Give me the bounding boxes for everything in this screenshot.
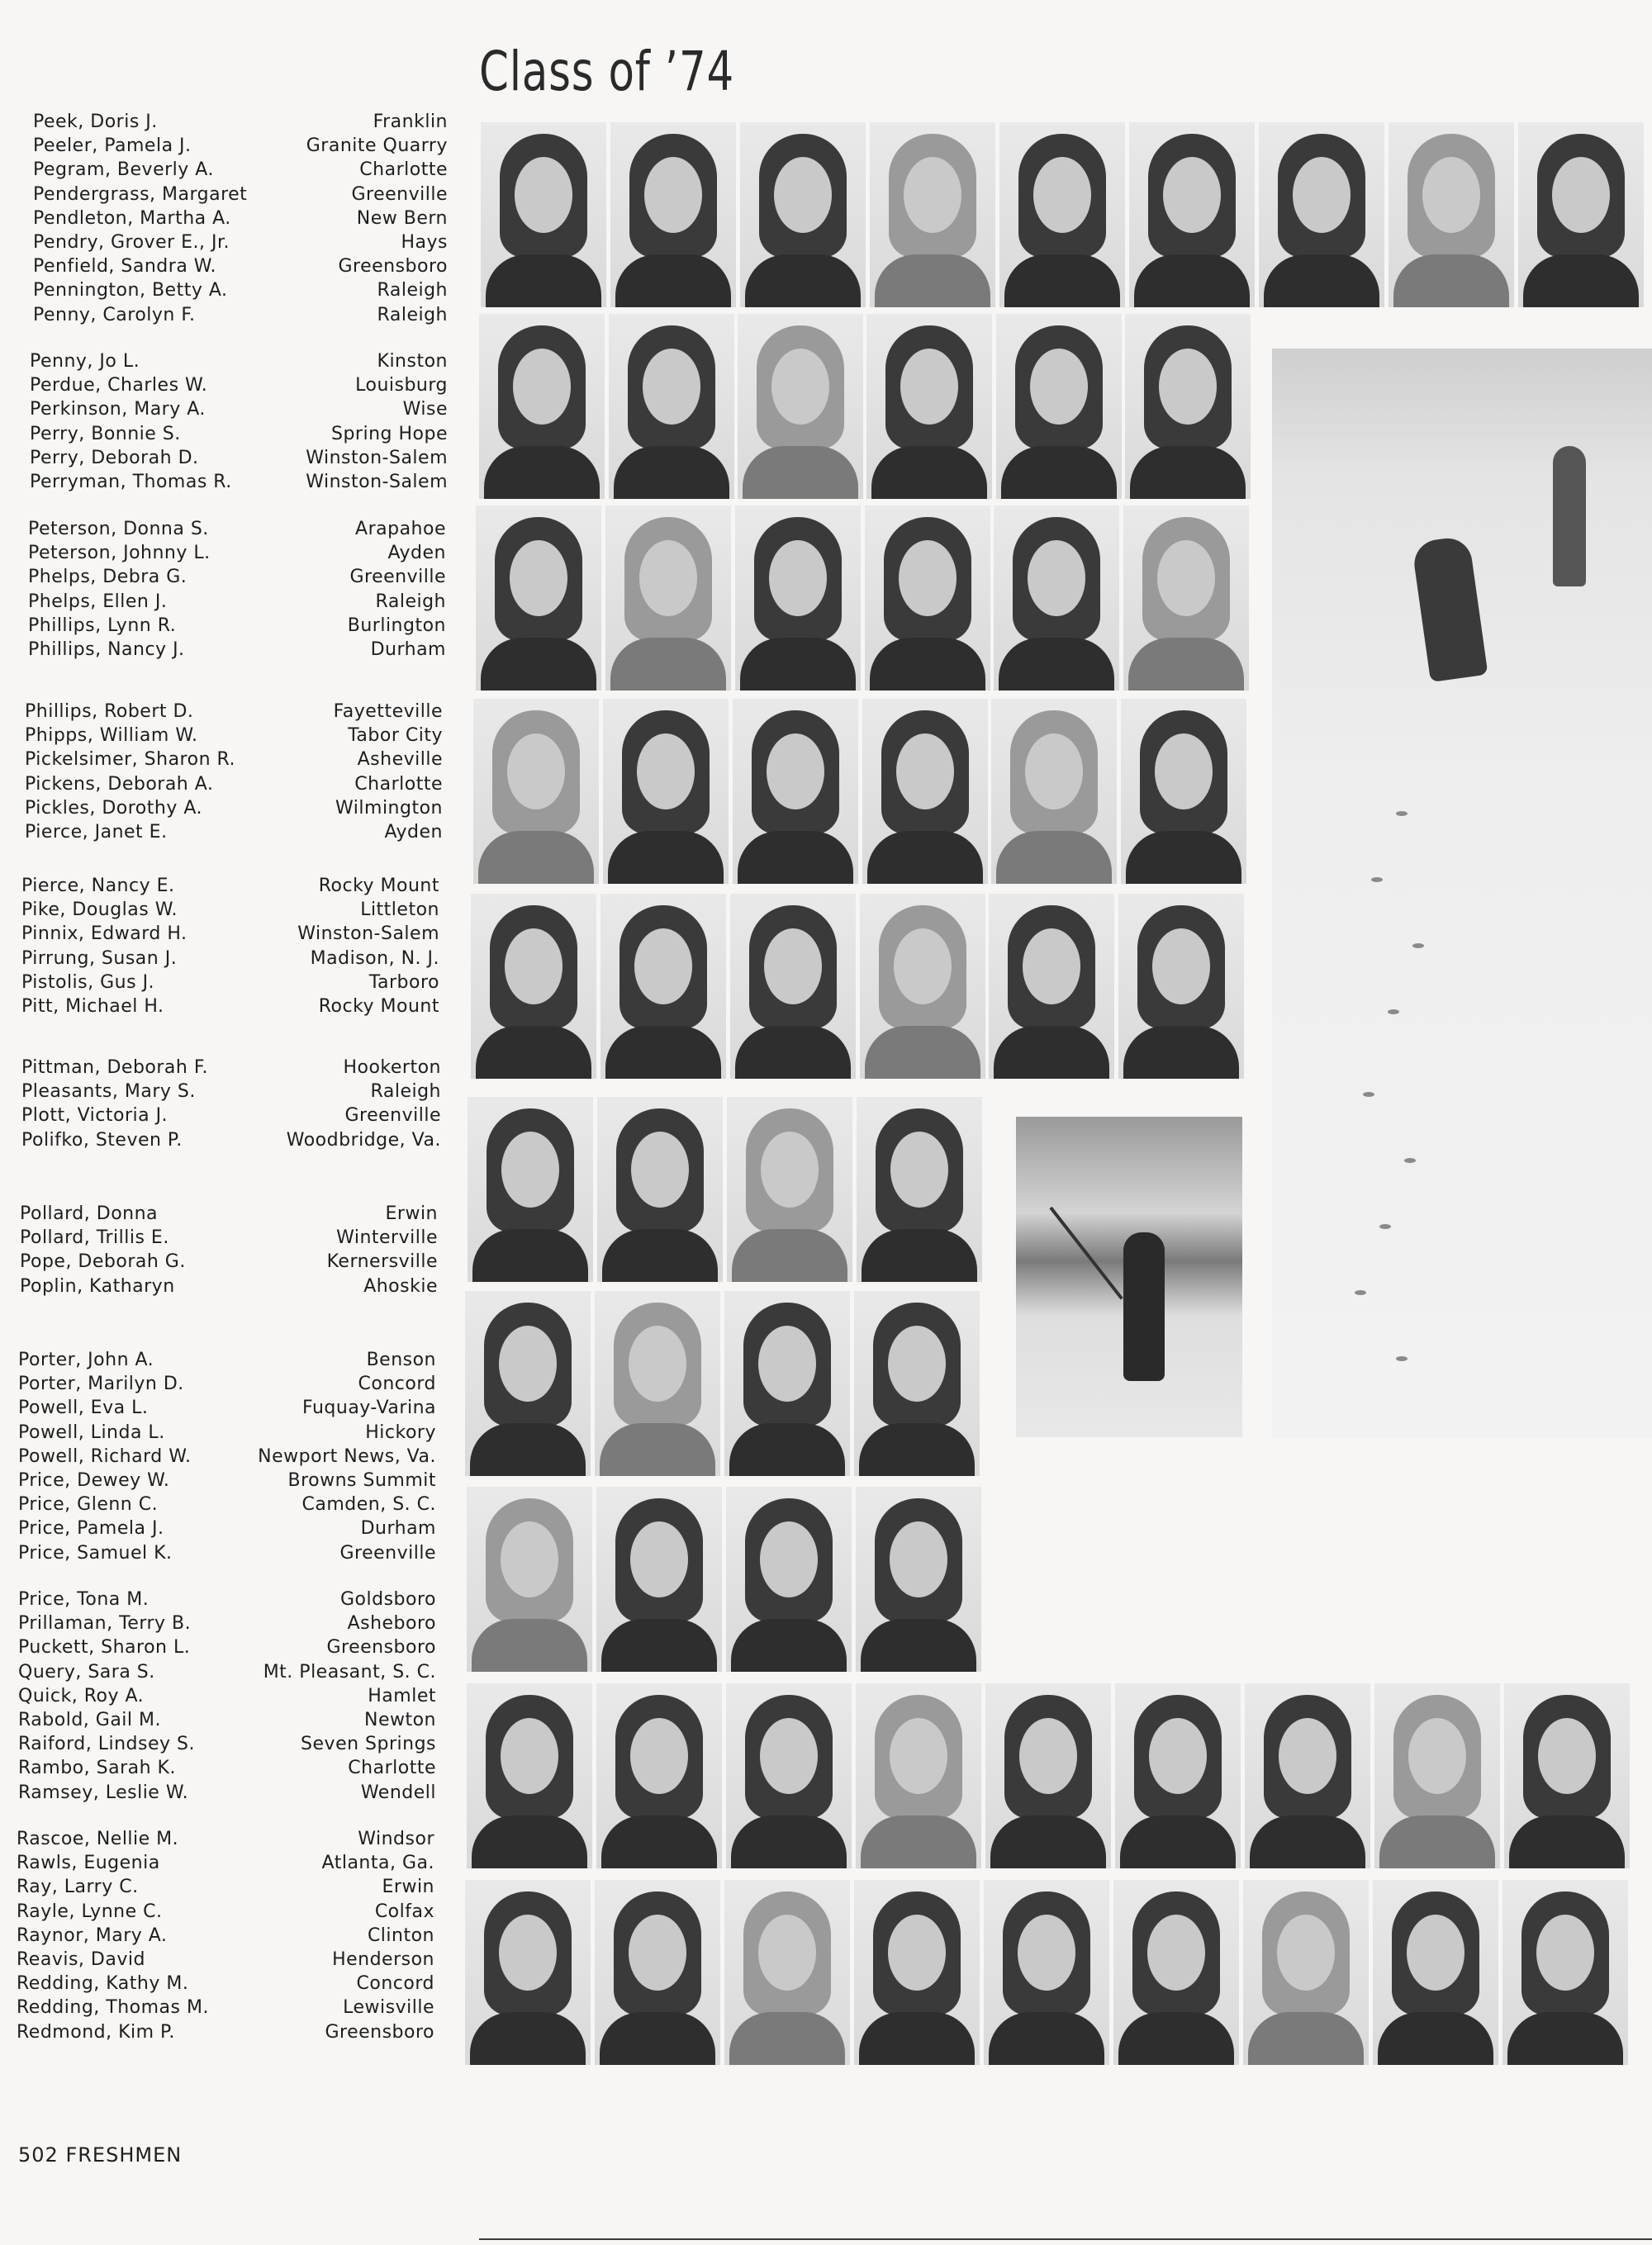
student-portrait bbox=[854, 1291, 980, 1476]
student-hometown: Concord bbox=[356, 1973, 434, 1995]
student-hometown: Wilmington bbox=[335, 797, 443, 819]
student-name: Rayle, Lynne C. bbox=[17, 1901, 163, 1922]
student-name: Phelps, Ellen J. bbox=[28, 591, 168, 612]
student-name: Powell, Eva L. bbox=[18, 1398, 149, 1419]
student-portrait bbox=[870, 122, 995, 307]
student-portrait bbox=[996, 314, 1122, 499]
student-hometown: Camden, S. C. bbox=[301, 1494, 436, 1516]
student-portrait bbox=[1243, 1880, 1369, 2065]
student-portrait bbox=[1374, 1683, 1500, 1868]
beach-photo bbox=[1272, 349, 1652, 1439]
student-name: Perkinson, Mary A. bbox=[30, 399, 206, 420]
student-hometown: Spring Hope bbox=[331, 423, 448, 444]
student-hometown: Greensboro bbox=[326, 1637, 436, 1659]
student-name: Phillips, Lynn R. bbox=[28, 615, 177, 636]
student-name: Perry, Bonnie S. bbox=[30, 423, 181, 444]
student-name: Rambo, Sarah K. bbox=[18, 1758, 176, 1779]
student-names bbox=[28, 517, 211, 662]
student-name: Phillips, Nancy J. bbox=[28, 638, 185, 660]
student-name: Porter, John A. bbox=[18, 1350, 154, 1370]
footprint bbox=[1371, 877, 1383, 882]
student-portrait bbox=[984, 1880, 1109, 2065]
student-name: Price, Pamela J. bbox=[18, 1518, 164, 1540]
student-portrait bbox=[596, 1683, 722, 1868]
student-name: Pirrung, Susan J. bbox=[21, 947, 178, 969]
footprint bbox=[1412, 943, 1424, 948]
student-hometowns bbox=[192, 874, 439, 1018]
page-title: Class of ’74 bbox=[479, 40, 735, 103]
student-portrait bbox=[1259, 122, 1384, 307]
student-portrait bbox=[730, 894, 856, 1079]
student-name: Pickelsimer, Sharon R. bbox=[25, 749, 236, 771]
student-name: Pennington, Betty A. bbox=[33, 280, 228, 301]
student-hometown: Newport News, Va. bbox=[258, 1445, 436, 1467]
fisherman-figure bbox=[1123, 1232, 1165, 1381]
student-hometown: Colfax bbox=[374, 1901, 434, 1922]
student-name: Pendry, Grover E., Jr. bbox=[33, 231, 230, 253]
student-name: Pike, Douglas W. bbox=[21, 899, 178, 921]
beach-runner-figure bbox=[1412, 535, 1488, 682]
student-hometown: Louisburg bbox=[355, 375, 448, 396]
student-name: Pistolis, Gus J. bbox=[21, 971, 155, 993]
student-hometown: Fuquay-Varina bbox=[302, 1398, 436, 1419]
student-hometown: Lewisville bbox=[343, 1997, 434, 2019]
footprint bbox=[1388, 1009, 1399, 1014]
student-portrait bbox=[733, 699, 858, 884]
student-hometown: Durham bbox=[360, 1518, 436, 1540]
student-hometown: Winston-Salem bbox=[306, 447, 448, 468]
student-hometown: Winston-Salem bbox=[306, 471, 448, 492]
student-hometown: Hookerton bbox=[343, 1057, 441, 1078]
student-name: Rabold, Gail M. bbox=[18, 1709, 161, 1730]
student-name: Redding, Thomas M. bbox=[17, 1997, 209, 2019]
student-portrait bbox=[1245, 1683, 1370, 1868]
student-name: Pendleton, Martha A. bbox=[33, 207, 231, 229]
student-hometown: Windsor bbox=[358, 1829, 434, 1849]
student-name: Polifko, Steven P. bbox=[21, 1129, 183, 1151]
student-name: Pollard, Donna bbox=[20, 1203, 159, 1224]
student-name: Peeler, Pamela J. bbox=[33, 135, 192, 157]
student-hometowns bbox=[190, 1202, 438, 1298]
student-name: Raynor, Mary A. bbox=[17, 1925, 168, 1946]
student-portrait bbox=[596, 1487, 722, 1672]
student-hometowns bbox=[188, 1588, 436, 1805]
student-portrait bbox=[465, 1880, 591, 2065]
student-hometown: Greensboro bbox=[338, 256, 448, 278]
student-name: Puckett, Sharon L. bbox=[18, 1637, 191, 1659]
student-portrait bbox=[1502, 1880, 1628, 2065]
student-name: Porter, Marilyn D. bbox=[18, 1374, 184, 1395]
student-hometown: Henderson bbox=[332, 1948, 434, 1970]
student-name: Redding, Kathy M. bbox=[17, 1973, 189, 1995]
student-name: Price, Samuel K. bbox=[18, 1542, 173, 1564]
student-portrait bbox=[1118, 894, 1244, 1079]
student-hometowns bbox=[193, 1056, 441, 1152]
student-hometown: Raleigh bbox=[377, 304, 448, 325]
student-name: Peek, Doris J. bbox=[33, 112, 158, 132]
student-portrait bbox=[1373, 1880, 1498, 2065]
student-portrait bbox=[595, 1880, 720, 2065]
student-name: Ramsey, Leslie W. bbox=[18, 1782, 189, 1803]
student-hometown: Tabor City bbox=[348, 725, 443, 747]
student-portrait bbox=[601, 894, 726, 1079]
student-hometown: New Bern bbox=[356, 207, 448, 229]
student-portrait bbox=[605, 505, 731, 691]
student-portrait bbox=[726, 1683, 852, 1868]
student-portrait bbox=[857, 1097, 982, 1282]
student-name: Poplin, Katharyn bbox=[20, 1275, 175, 1297]
student-hometown: Arapahoe bbox=[355, 519, 446, 539]
student-portrait bbox=[989, 894, 1114, 1079]
student-portrait bbox=[724, 1880, 850, 2065]
student-hometown: Ayden bbox=[384, 821, 443, 842]
student-portrait bbox=[1121, 699, 1246, 884]
student-hometowns bbox=[188, 1348, 436, 1565]
student-portrait bbox=[856, 1683, 981, 1868]
student-portrait bbox=[1518, 122, 1644, 307]
student-portrait bbox=[1113, 1880, 1239, 2065]
student-portrait bbox=[738, 314, 863, 499]
student-hometowns bbox=[198, 517, 446, 662]
student-hometown: Burlington bbox=[347, 615, 446, 636]
student-names bbox=[20, 1202, 186, 1298]
student-portrait bbox=[610, 122, 736, 307]
student-portrait bbox=[479, 314, 605, 499]
student-portrait bbox=[999, 122, 1125, 307]
student-hometown: Granite Quarry bbox=[306, 135, 448, 157]
student-hometown: Charlotte bbox=[359, 159, 448, 181]
student-name: Quick, Roy A. bbox=[18, 1685, 145, 1706]
student-name: Perryman, Thomas R. bbox=[30, 471, 232, 492]
student-name: Plott, Victoria J. bbox=[21, 1105, 169, 1127]
student-portrait bbox=[603, 699, 729, 884]
student-portrait bbox=[726, 1487, 852, 1672]
footprint bbox=[1379, 1224, 1391, 1229]
student-name: Penfield, Sandra W. bbox=[33, 256, 217, 278]
student-hometown: Erwin bbox=[382, 1877, 434, 1898]
student-hometown: Rocky Mount bbox=[318, 876, 439, 896]
student-name: Perdue, Charles W. bbox=[30, 375, 208, 396]
footprint bbox=[1363, 1092, 1374, 1097]
student-hometown: Asheville bbox=[357, 749, 443, 771]
bottom-rule bbox=[479, 2238, 1652, 2240]
footprint bbox=[1396, 811, 1408, 816]
student-portrait bbox=[473, 699, 599, 884]
student-hometown: Browns Summit bbox=[287, 1469, 436, 1491]
student-hometown: Hays bbox=[401, 231, 448, 253]
student-portrait bbox=[856, 1487, 981, 1672]
student-name: Ray, Larry C. bbox=[17, 1877, 139, 1898]
student-portrait bbox=[1504, 1683, 1630, 1868]
student-hometowns bbox=[200, 349, 448, 494]
page-number: 502 bbox=[18, 2143, 59, 2167]
student-name: Peterson, Donna S. bbox=[28, 519, 209, 539]
student-hometown: Atlanta, Ga. bbox=[321, 1853, 434, 1874]
student-hometown: Charlotte bbox=[354, 773, 443, 795]
student-name: Query, Sara S. bbox=[18, 1661, 155, 1683]
student-hometown: Charlotte bbox=[348, 1758, 436, 1779]
student-hometown: Greensboro bbox=[325, 2021, 434, 2043]
student-name: Phelps, Debra G. bbox=[28, 567, 188, 588]
student-portrait bbox=[991, 699, 1117, 884]
student-hometown: Wise bbox=[402, 399, 448, 420]
student-hometown: Greenville bbox=[339, 1542, 436, 1564]
student-hometown: Winterville bbox=[336, 1227, 438, 1249]
student-hometown: Kernersville bbox=[326, 1251, 438, 1273]
student-name: Price, Tona M. bbox=[18, 1589, 150, 1610]
student-hometown: Greenville bbox=[349, 567, 446, 588]
student-portrait bbox=[465, 1291, 591, 1476]
student-name: Pendergrass, Margaret bbox=[33, 183, 248, 205]
student-hometown: Rocky Mount bbox=[318, 995, 439, 1017]
student-name: Powell, Richard W. bbox=[18, 1445, 192, 1467]
student-name: Pitt, Michael H. bbox=[21, 995, 164, 1017]
student-name: Phipps, William W. bbox=[25, 725, 198, 747]
student-name: Pickens, Deborah A. bbox=[25, 773, 214, 795]
student-hometown: Hamlet bbox=[368, 1685, 436, 1706]
student-hometown: Tarboro bbox=[368, 971, 439, 993]
student-hometown: Raleigh bbox=[370, 1081, 441, 1103]
student-hometown: Concord bbox=[358, 1374, 436, 1395]
footprint bbox=[1404, 1158, 1416, 1163]
student-hometowns bbox=[195, 700, 443, 844]
student-hometown: Raleigh bbox=[377, 280, 448, 301]
student-portrait bbox=[866, 314, 992, 499]
student-portrait bbox=[597, 1097, 723, 1282]
student-names bbox=[21, 1056, 208, 1152]
footprint bbox=[1396, 1356, 1408, 1361]
student-hometown: Franklin bbox=[373, 112, 448, 132]
student-portrait bbox=[1115, 1683, 1241, 1868]
student-name: Reavis, David bbox=[17, 1948, 145, 1970]
student-portrait bbox=[467, 1683, 592, 1868]
student-portrait bbox=[467, 1487, 592, 1672]
student-name: Pegram, Beverly A. bbox=[33, 159, 214, 181]
student-portrait bbox=[1129, 122, 1255, 307]
student-hometowns bbox=[187, 1827, 434, 2044]
student-hometown: Durham bbox=[370, 638, 446, 660]
student-hometown: Littleton bbox=[360, 899, 439, 921]
student-hometown: Fayetteville bbox=[333, 701, 443, 722]
student-hometown: Asheboro bbox=[347, 1613, 436, 1635]
student-portrait bbox=[1389, 122, 1514, 307]
student-portrait bbox=[985, 1683, 1111, 1868]
page-footer bbox=[18, 2143, 182, 2167]
student-portrait bbox=[471, 894, 596, 1079]
student-name: Powell, Linda L. bbox=[18, 1422, 165, 1443]
student-portrait bbox=[862, 699, 988, 884]
student-hometown: Ahoskie bbox=[363, 1275, 438, 1297]
student-names bbox=[18, 1348, 191, 1565]
student-name: Price, Glenn C. bbox=[18, 1494, 159, 1516]
student-portrait bbox=[727, 1097, 852, 1282]
student-names bbox=[21, 874, 188, 1018]
beach-walker-figure bbox=[1553, 446, 1586, 586]
student-hometown: Clinton bbox=[367, 1925, 434, 1946]
student-portrait bbox=[854, 1880, 980, 2065]
surf-fishing-photo bbox=[1016, 1117, 1242, 1437]
student-hometown: Benson bbox=[366, 1350, 436, 1370]
student-portrait bbox=[468, 1097, 593, 1282]
student-name: Prillaman, Terry B. bbox=[18, 1613, 192, 1635]
student-hometown: Newton bbox=[363, 1709, 436, 1730]
student-hometowns bbox=[200, 110, 448, 327]
student-portrait bbox=[476, 505, 601, 691]
student-hometown: Seven Springs bbox=[301, 1734, 436, 1755]
student-portrait bbox=[1123, 505, 1249, 691]
student-name: Pollard, Trillis E. bbox=[20, 1227, 169, 1249]
student-portrait bbox=[994, 505, 1119, 691]
student-hometown: Kinston bbox=[377, 351, 448, 372]
fishing-rod bbox=[1049, 1207, 1123, 1300]
student-portrait bbox=[740, 122, 866, 307]
student-name: Peterson, Johnny L. bbox=[28, 543, 211, 564]
footprint bbox=[1355, 1290, 1366, 1295]
student-hometown: Ayden bbox=[387, 543, 446, 564]
student-hometown: Erwin bbox=[385, 1203, 438, 1224]
student-hometown: Winston-Salem bbox=[297, 923, 439, 945]
student-hometown: Hickory bbox=[365, 1422, 436, 1443]
student-hometown: Madison, N. J. bbox=[310, 947, 439, 969]
student-names bbox=[18, 1588, 195, 1805]
student-portrait bbox=[724, 1291, 850, 1476]
student-hometown: Mt. Pleasant, S. C. bbox=[263, 1661, 436, 1683]
student-name: Phillips, Robert D. bbox=[25, 701, 194, 722]
student-hometown: Greenville bbox=[351, 183, 448, 205]
student-name: Pope, Deborah G. bbox=[20, 1251, 186, 1273]
student-portrait bbox=[1125, 314, 1251, 499]
student-portrait bbox=[595, 1291, 720, 1476]
student-name: Pleasants, Mary S. bbox=[21, 1081, 196, 1103]
student-name: Redmond, Kim P. bbox=[17, 2021, 175, 2043]
student-portrait bbox=[735, 505, 861, 691]
student-name: Price, Dewey W. bbox=[18, 1469, 170, 1491]
student-name: Pierce, Nancy E. bbox=[21, 876, 175, 896]
student-name: Rascoe, Nellie M. bbox=[17, 1829, 179, 1849]
student-name: Penny, Carolyn F. bbox=[33, 304, 196, 325]
section-label: FRESHMEN bbox=[65, 2143, 183, 2167]
student-hometown: Wendell bbox=[360, 1782, 436, 1803]
student-hometown: Woodbridge, Va. bbox=[286, 1129, 441, 1151]
student-name: Raiford, Lindsey S. bbox=[18, 1734, 195, 1755]
student-hometown: Greenville bbox=[344, 1105, 441, 1127]
student-hometown: Goldsboro bbox=[340, 1589, 436, 1610]
student-hometown: Raleigh bbox=[375, 591, 446, 612]
student-portrait bbox=[481, 122, 606, 307]
student-name: Pinnix, Edward H. bbox=[21, 923, 188, 945]
student-name: Perry, Deborah D. bbox=[30, 447, 199, 468]
student-portrait bbox=[609, 314, 734, 499]
student-name: Pierce, Janet E. bbox=[25, 821, 168, 842]
student-name: Penny, Jo L. bbox=[30, 351, 140, 372]
student-name: Pittman, Deborah F. bbox=[21, 1057, 208, 1078]
student-names bbox=[17, 1827, 209, 2044]
student-portrait bbox=[860, 894, 985, 1079]
student-portrait bbox=[865, 505, 990, 691]
student-name: Rawls, Eugenia bbox=[17, 1853, 160, 1874]
student-name: Pickles, Dorothy A. bbox=[25, 797, 202, 819]
